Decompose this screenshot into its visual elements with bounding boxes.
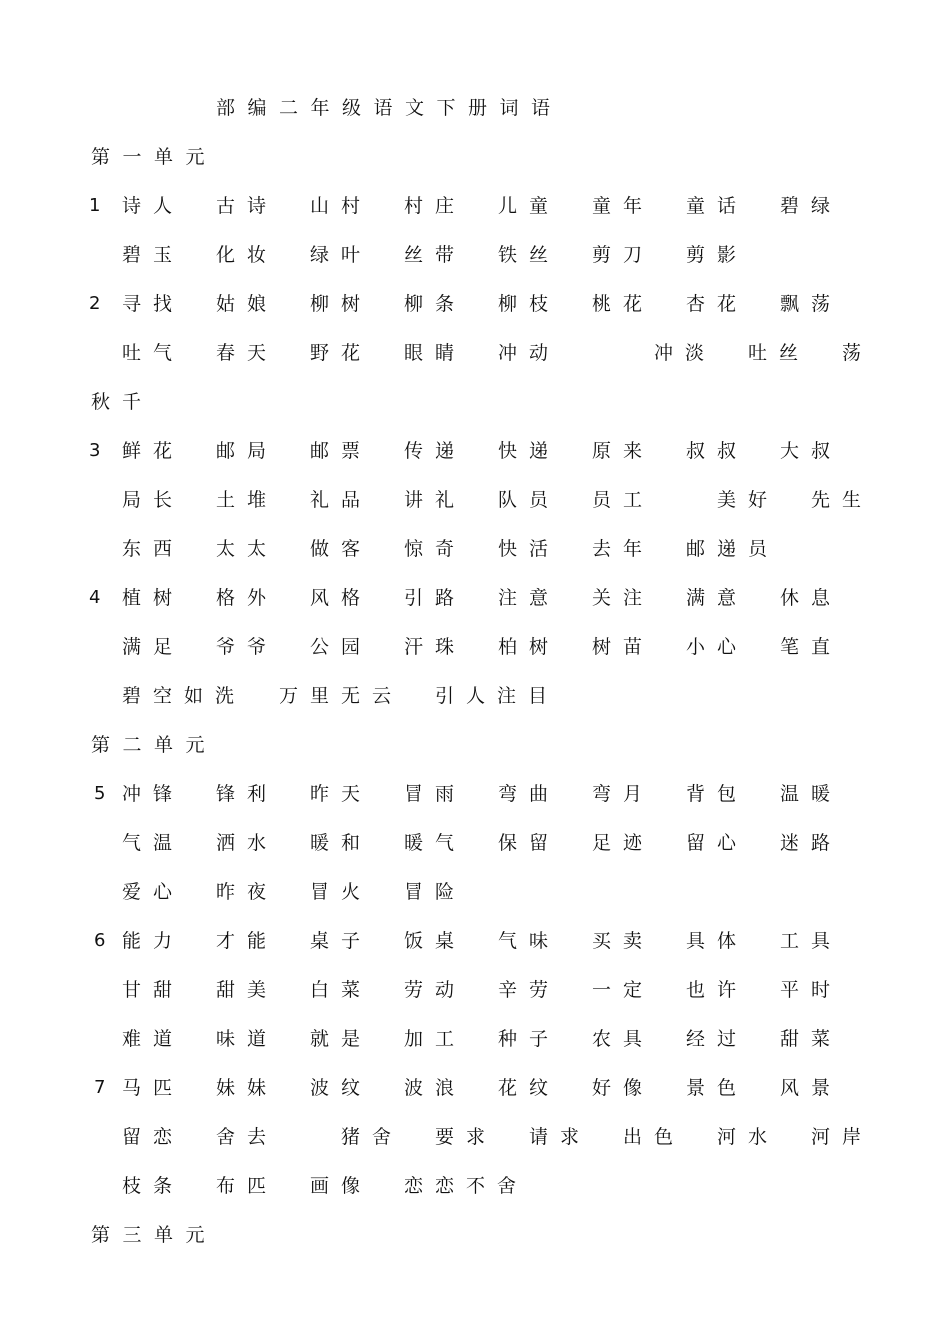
vocabulary-word: 猪舍 — [341, 1126, 404, 1148]
vocabulary-word: 布匹 — [216, 1175, 279, 1197]
vocabulary-row — [0, 191, 950, 221]
vocabulary-word: 温暖 — [780, 783, 843, 805]
vocabulary-row — [0, 632, 950, 662]
vocabulary-word: 绿叶 — [310, 244, 373, 266]
vocabulary-word: 弯曲 — [498, 783, 561, 805]
vocabulary-word: 碧绿 — [780, 195, 843, 217]
vocabulary-word: 冲锋 — [122, 783, 185, 805]
lesson-number: 6 — [94, 930, 106, 951]
vocabulary-word: 笔直 — [780, 636, 843, 658]
vocabulary-word: 一定 — [592, 979, 655, 1001]
vocabulary-word: 树苗 — [592, 636, 655, 658]
vocabulary-word: 背包 — [686, 783, 749, 805]
vocabulary-word: 好像 — [592, 1077, 655, 1099]
vocabulary-word: 去年 — [592, 538, 655, 560]
vocabulary-word: 碧空如洗 — [122, 685, 247, 707]
vocabulary-row — [0, 1122, 950, 1152]
vocabulary-word: 河岸 — [811, 1126, 874, 1148]
vocabulary-word: 休息 — [780, 587, 843, 609]
lesson-number: 1 — [89, 195, 101, 216]
unit-heading — [0, 1220, 950, 1250]
vocabulary-word: 也许 — [686, 979, 749, 1001]
vocabulary-word: 叔叔 — [686, 440, 749, 462]
vocabulary-word: 剪刀 — [592, 244, 655, 266]
vocabulary-row — [0, 926, 950, 956]
vocabulary-word: 格外 — [216, 587, 279, 609]
vocabulary-word: 冒火 — [310, 881, 373, 903]
vocabulary-word: 秋千 — [91, 391, 154, 413]
vocabulary-word: 万里无云 — [279, 685, 404, 707]
vocabulary-word: 传递 — [404, 440, 467, 462]
vocabulary-word: 洒水 — [216, 832, 279, 854]
vocabulary-word: 引路 — [404, 587, 467, 609]
vocabulary-word: 眼睛 — [404, 342, 467, 364]
vocabulary-row — [0, 338, 950, 368]
vocabulary-word: 冲淡 — [654, 342, 717, 364]
vocabulary-word: 冒雨 — [404, 783, 467, 805]
vocabulary-word: 化妆 — [216, 244, 279, 266]
vocabulary-word: 饭桌 — [404, 930, 467, 952]
vocabulary-word: 劳动 — [404, 979, 467, 1001]
vocabulary-word: 工具 — [780, 930, 843, 952]
vocabulary-word: 惊奇 — [404, 538, 467, 560]
vocabulary-word: 波浪 — [404, 1077, 467, 1099]
vocabulary-word: 爱心 — [122, 881, 185, 903]
vocabulary-word: 铁丝 — [498, 244, 561, 266]
vocabulary-row — [0, 289, 950, 319]
vocabulary-row — [0, 583, 950, 613]
vocabulary-word: 引人注目 — [435, 685, 560, 707]
vocabulary-word: 白菜 — [310, 979, 373, 1001]
vocabulary-word: 恋恋不舍 — [404, 1175, 529, 1197]
vocabulary-row — [0, 975, 950, 1005]
vocabulary-word: 种子 — [498, 1028, 561, 1050]
vocabulary-word: 姑娘 — [216, 293, 279, 315]
vocabulary-word: 关注 — [592, 587, 655, 609]
vocabulary-word: 队员 — [498, 489, 561, 511]
vocabulary-word: 太太 — [216, 538, 279, 560]
vocabulary-word: 土堆 — [216, 489, 279, 511]
vocabulary-word: 请求 — [529, 1126, 592, 1148]
unit-heading-text: 第二单元 — [91, 734, 218, 756]
vocabulary-word: 礼品 — [310, 489, 373, 511]
vocabulary-word: 野花 — [310, 342, 373, 364]
vocabulary-word: 冲动 — [498, 342, 561, 364]
vocabulary-word: 留心 — [686, 832, 749, 854]
vocabulary-word: 吐丝 — [748, 342, 811, 364]
vocabulary-word: 枝条 — [122, 1175, 185, 1197]
lesson-number: 4 — [89, 587, 101, 608]
vocabulary-word: 能力 — [122, 930, 185, 952]
document-title: 部编二年级语文下册词语 — [216, 97, 563, 119]
vocabulary-word: 买卖 — [592, 930, 655, 952]
vocabulary-word: 快递 — [498, 440, 561, 462]
vocabulary-word: 鲜花 — [122, 440, 185, 462]
vocabulary-word: 爷爷 — [216, 636, 279, 658]
vocabulary-word: 满意 — [686, 587, 749, 609]
vocabulary-word: 童年 — [592, 195, 655, 217]
vocabulary-word: 昨夜 — [216, 881, 279, 903]
vocabulary-word: 冒险 — [404, 881, 467, 903]
vocabulary-word: 讲礼 — [404, 489, 467, 511]
vocabulary-word: 保留 — [498, 832, 561, 854]
vocabulary-word: 寻找 — [122, 293, 185, 315]
vocabulary-word: 吐气 — [122, 342, 185, 364]
vocabulary-word: 古诗 — [216, 195, 279, 217]
vocabulary-word: 柳树 — [310, 293, 373, 315]
vocabulary-word: 甜菜 — [780, 1028, 843, 1050]
vocabulary-row — [0, 240, 950, 270]
vocabulary-word: 大叔 — [780, 440, 843, 462]
vocabulary-word: 做客 — [310, 538, 373, 560]
vocabulary-word: 弯月 — [592, 783, 655, 805]
vocabulary-row — [0, 485, 950, 515]
vocabulary-word: 画像 — [310, 1175, 373, 1197]
vocabulary-word: 才能 — [216, 930, 279, 952]
vocabulary-word: 荡 — [842, 342, 874, 364]
vocabulary-word: 先生 — [811, 489, 874, 511]
vocabulary-word: 快活 — [498, 538, 561, 560]
vocabulary-word: 飘荡 — [780, 293, 843, 315]
vocabulary-word: 甜美 — [216, 979, 279, 1001]
lesson-number: 7 — [94, 1077, 106, 1098]
vocabulary-word: 加工 — [404, 1028, 467, 1050]
vocabulary-row — [0, 1024, 950, 1054]
vocabulary-row — [0, 387, 950, 417]
vocabulary-word: 景色 — [686, 1077, 749, 1099]
unit-heading-text: 第三单元 — [91, 1224, 218, 1246]
vocabulary-word: 东西 — [122, 538, 185, 560]
vocabulary-word: 留恋 — [122, 1126, 185, 1148]
lesson-number: 3 — [89, 440, 101, 461]
vocabulary-word: 甘甜 — [122, 979, 185, 1001]
vocabulary-row — [0, 877, 950, 907]
vocabulary-word: 美好 — [717, 489, 780, 511]
vocabulary-word: 迷路 — [780, 832, 843, 854]
unit-heading-text: 第一单元 — [91, 146, 218, 168]
vocabulary-word: 局长 — [122, 489, 185, 511]
lesson-number: 2 — [89, 293, 101, 314]
vocabulary-word: 风景 — [780, 1077, 843, 1099]
unit-heading — [0, 730, 950, 760]
vocabulary-word: 杏花 — [686, 293, 749, 315]
lesson-number: 5 — [94, 783, 106, 804]
vocabulary-word: 碧玉 — [122, 244, 185, 266]
vocabulary-word: 诗人 — [122, 195, 185, 217]
unit-heading — [0, 142, 950, 172]
vocabulary-word: 气味 — [498, 930, 561, 952]
vocabulary-word: 公园 — [310, 636, 373, 658]
vocabulary-row — [0, 828, 950, 858]
vocabulary-word: 要求 — [435, 1126, 498, 1148]
vocabulary-row — [0, 534, 950, 564]
vocabulary-word: 花纹 — [498, 1077, 561, 1099]
vocabulary-word: 柳条 — [404, 293, 467, 315]
vocabulary-word: 童话 — [686, 195, 749, 217]
vocabulary-word: 妹妹 — [216, 1077, 279, 1099]
vocabulary-word: 桃花 — [592, 293, 655, 315]
vocabulary-word: 儿童 — [498, 195, 561, 217]
vocabulary-row — [0, 1171, 950, 1201]
vocabulary-word: 汗珠 — [404, 636, 467, 658]
vocabulary-word: 植树 — [122, 587, 185, 609]
vocabulary-word: 邮局 — [216, 440, 279, 462]
vocabulary-word: 经过 — [686, 1028, 749, 1050]
vocabulary-word: 原来 — [592, 440, 655, 462]
vocabulary-word: 山村 — [310, 195, 373, 217]
vocabulary-word: 农具 — [592, 1028, 655, 1050]
vocabulary-word: 辛劳 — [498, 979, 561, 1001]
vocabulary-word: 小心 — [686, 636, 749, 658]
vocabulary-word: 波纹 — [310, 1077, 373, 1099]
vocabulary-word: 丝带 — [404, 244, 467, 266]
vocabulary-word: 春天 — [216, 342, 279, 364]
vocabulary-word: 河水 — [717, 1126, 780, 1148]
vocabulary-word: 就是 — [310, 1028, 373, 1050]
vocabulary-word: 剪影 — [686, 244, 749, 266]
vocabulary-row — [0, 1073, 950, 1103]
vocabulary-word: 邮递员 — [686, 538, 780, 560]
vocabulary-word: 邮票 — [310, 440, 373, 462]
vocabulary-word: 风格 — [310, 587, 373, 609]
vocabulary-word: 舍去 — [216, 1126, 279, 1148]
vocabulary-word: 村庄 — [404, 195, 467, 217]
vocabulary-word: 注意 — [498, 587, 561, 609]
vocabulary-word: 柳枝 — [498, 293, 561, 315]
vocabulary-word: 具体 — [686, 930, 749, 952]
vocabulary-word: 马匹 — [122, 1077, 185, 1099]
vocabulary-word: 难道 — [122, 1028, 185, 1050]
vocabulary-word: 昨天 — [310, 783, 373, 805]
vocabulary-word: 平时 — [780, 979, 843, 1001]
vocabulary-row — [0, 779, 950, 809]
vocabulary-word: 味道 — [216, 1028, 279, 1050]
vocabulary-word: 暖和 — [310, 832, 373, 854]
vocabulary-word: 锋利 — [216, 783, 279, 805]
vocabulary-word: 满足 — [122, 636, 185, 658]
vocabulary-word: 出色 — [623, 1126, 686, 1148]
vocabulary-row — [0, 681, 950, 711]
vocabulary-word: 暖气 — [404, 832, 467, 854]
vocabulary-row — [0, 436, 950, 466]
vocabulary-word: 桌子 — [310, 930, 373, 952]
vocabulary-word: 足迹 — [592, 832, 655, 854]
vocabulary-word: 员工 — [592, 489, 655, 511]
vocabulary-word: 气温 — [122, 832, 185, 854]
vocabulary-word: 柏树 — [498, 636, 561, 658]
